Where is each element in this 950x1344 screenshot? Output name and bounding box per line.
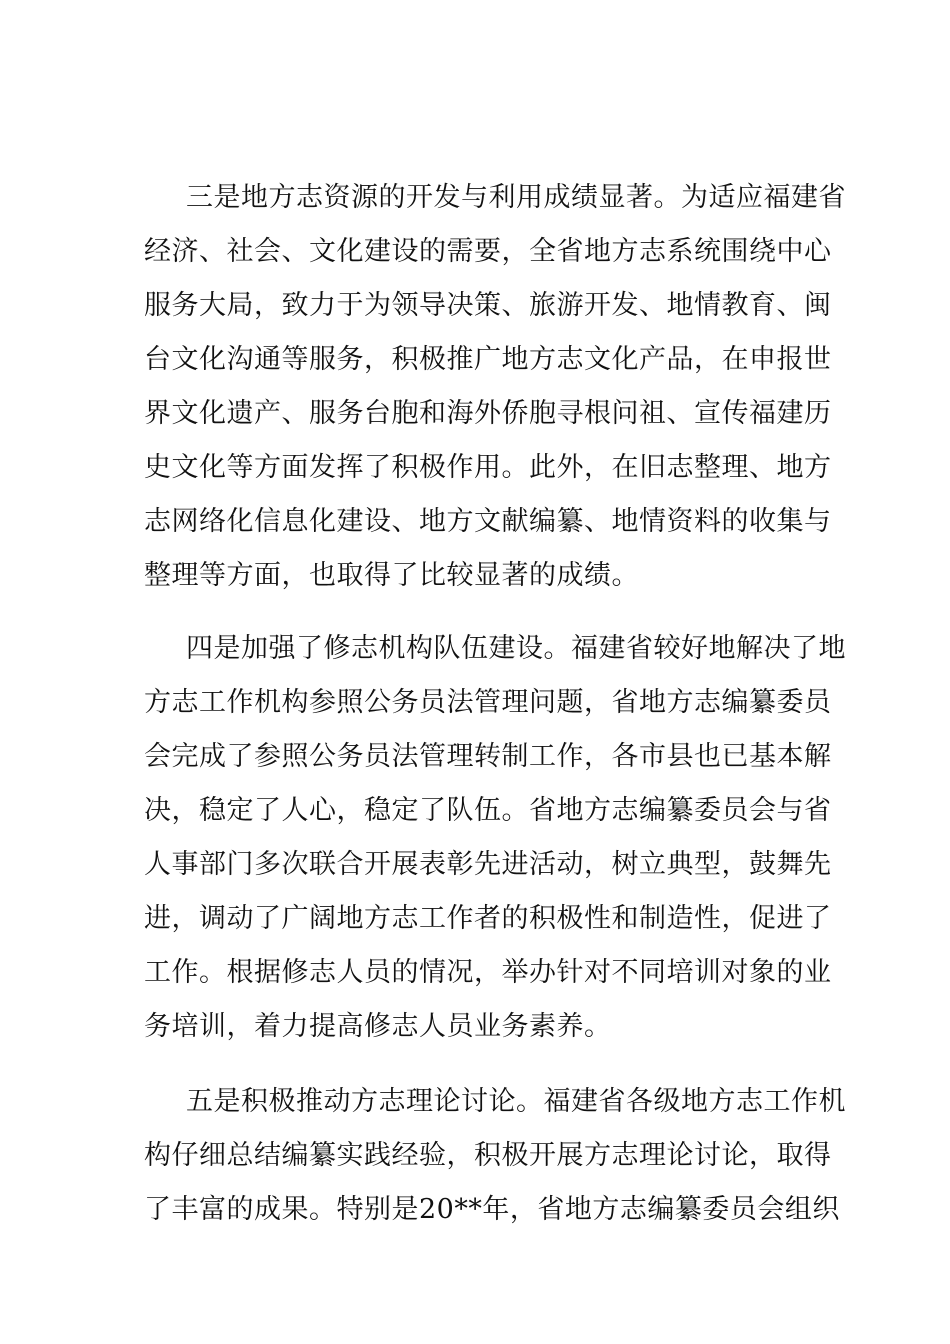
text-line: 人事部门多次联合开展表彰先进活动，树立典型，鼓舞先 (144, 849, 832, 880)
text-line: 经济、社会、文化建设的需要，全省地方志系统围绕中心 (144, 236, 832, 267)
paragraph-theory-discussion (144, 1075, 846, 1237)
paragraph-resource-development (144, 171, 846, 603)
text-line: 方志工作机构参照公务员法管理问题，省地方志编纂委员 (144, 687, 832, 718)
paragraph-team-building (144, 622, 846, 1054)
text-line: 了丰富的成果。特别是20**年，省地方志编纂委员会组织 (144, 1194, 840, 1225)
text-line: 界文化遗产、服务台胞和海外侨胞寻根问祖、宣传福建历 (144, 398, 832, 429)
text-line: 构仔细总结编纂实践经验，积极开展方志理论讨论，取得 (144, 1140, 832, 1171)
text-line: 五是积极推动方志理论讨论。福建省各级地方志工作机 (186, 1086, 846, 1117)
text-line: 三是地方志资源的开发与利用成绩显著。为适应福建省 (186, 182, 846, 213)
text-line: 决，稳定了人心，稳定了队伍。省地方志编纂委员会与省 (144, 795, 832, 826)
text-line: 史文化等方面发挥了积极作用。此外，在旧志整理、地方 (144, 452, 832, 483)
text-line: 整理等方面，也取得了比较显著的成绩。 (144, 560, 639, 591)
text-line: 会完成了参照公务员法管理转制工作，各市县也已基本解 (144, 741, 832, 772)
text-line: 进，调动了广阔地方志工作者的积极性和制造性，促进了 (144, 903, 832, 934)
text-line: 服务大局，致力于为领导决策、旅游开发、地情教育、闽 (144, 290, 832, 321)
text-line: 工作。根据修志人员的情况，举办针对不同培训对象的业 (144, 957, 832, 988)
text-line: 志网络化信息化建设、地方文献编纂、地情资料的收集与 (144, 506, 832, 537)
text-line: 四是加强了修志机构队伍建设。福建省较好地解决了地 (186, 633, 846, 664)
text-line: 务培训，着力提高修志人员业务素养。 (144, 1011, 612, 1042)
text-line: 台文化沟通等服务，积极推广地方志文化产品，在申报世 (144, 344, 832, 375)
